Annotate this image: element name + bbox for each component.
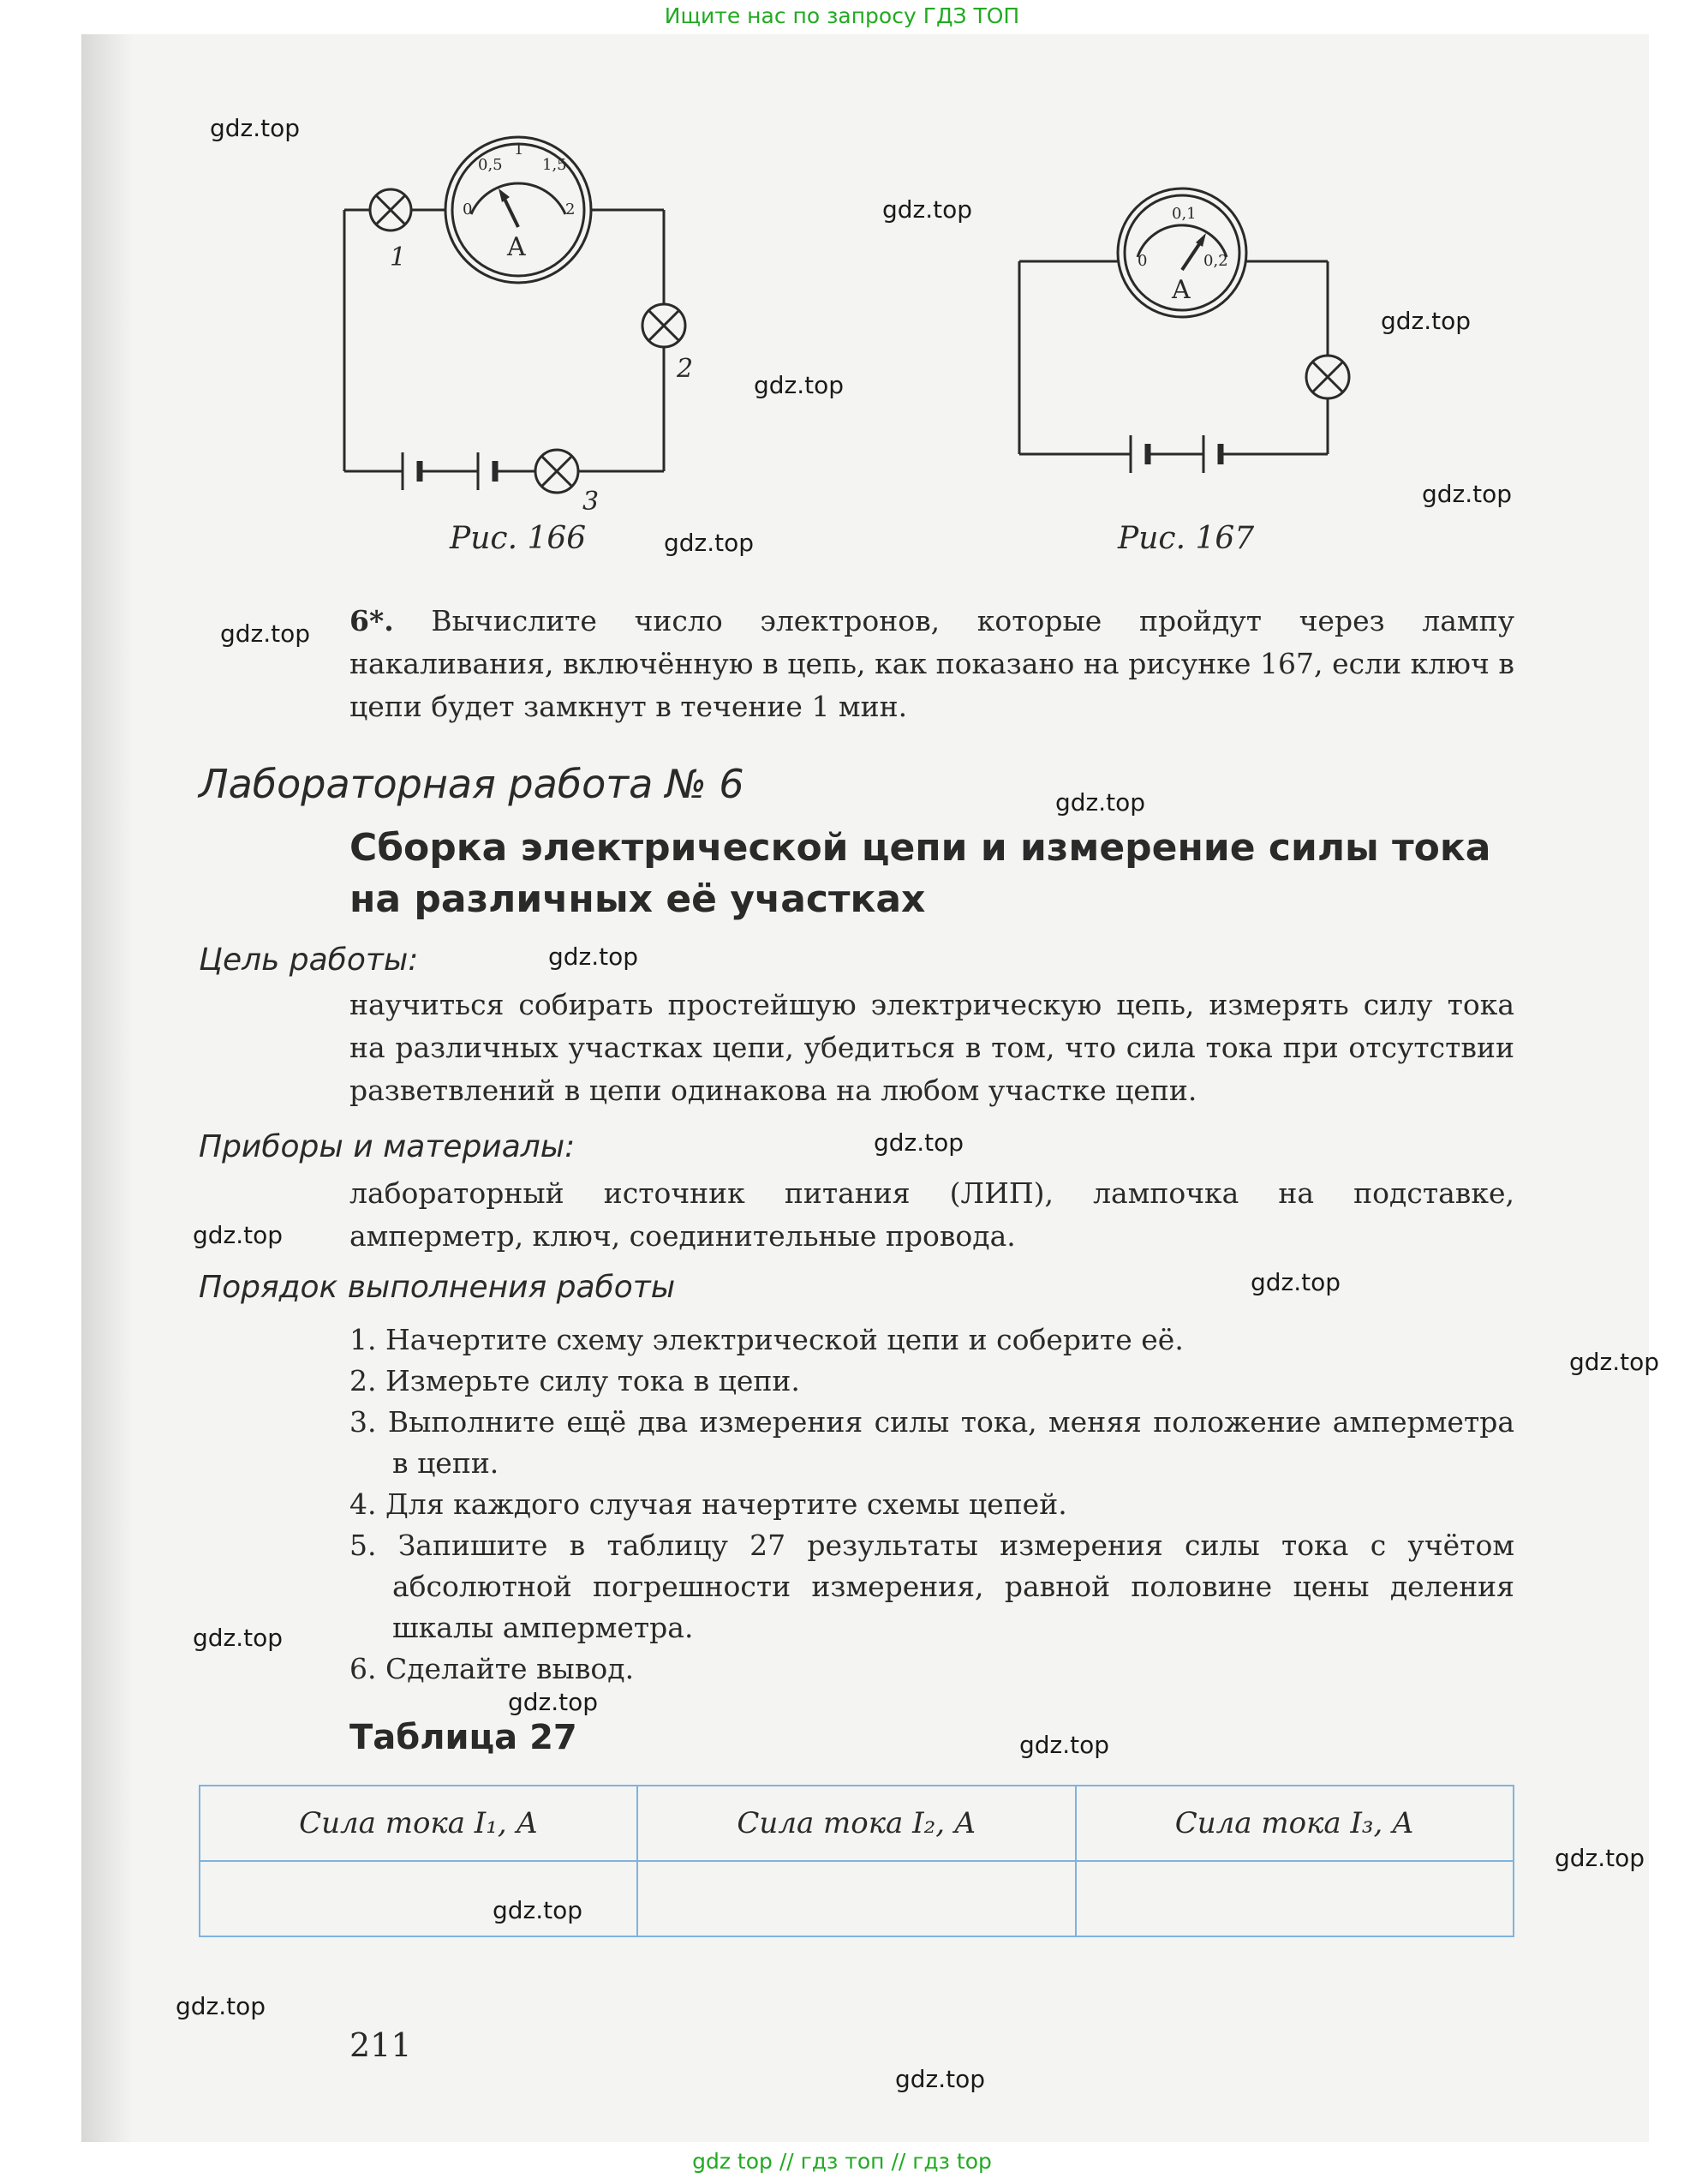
watermark: gdz.top [1555, 1844, 1645, 1872]
watermark: gdz.top [754, 371, 845, 399]
materials-label: Приборы и материалы: [199, 1129, 576, 1164]
header-current-1: Сила тока I₁, А [200, 1786, 637, 1861]
ammeter1-scale-05: 0,5 [478, 156, 503, 174]
table-row [200, 1861, 1514, 1936]
measurement-table [199, 1785, 1514, 1937]
lamp-3-label: 3 [582, 487, 600, 517]
watermark: gdz.top [176, 1992, 266, 2020]
step-6: 6. Сделайте вывод. [349, 1652, 635, 1685]
ammeter2-letter: A [1172, 275, 1191, 305]
task-6 [349, 600, 1514, 728]
procedure-label: Порядок выполнения работы [199, 1270, 676, 1305]
procedure-steps [349, 1319, 1514, 1690]
step-5: 5. Запишите в таблицу 27 результаты измерения силы тока с учётом абсолютной погрешности измерения, равной половине цены деления шкалы амперметра. [349, 1529, 1514, 1644]
watermark: gdz.top [193, 1624, 284, 1652]
figure-166-caption: Рис. 166 [450, 521, 587, 556]
watermark: gdz.top [493, 1896, 583, 1924]
watermark: gdz.top [895, 2065, 986, 2093]
ammeter2-scale-02: 0,2 [1203, 252, 1228, 270]
lamp-2-label: 2 [677, 354, 694, 384]
watermark: gdz.top [1422, 480, 1513, 508]
ammeter2-scale-01: 0,1 [1172, 205, 1197, 223]
step-4: 4. Для каждого случая начертите схемы цепей. [349, 1487, 1067, 1521]
ammeter2-scale-0: 0 [1138, 252, 1148, 270]
goal-text: научиться собирать простейшую электрическую цепь, измерять силу тока на различных участках цепи, убедиться в том, что сила тока при отсутствии разветвлений в цепи одинакова на любом участке цепи. [349, 988, 1514, 1107]
lamp-1-label: 1 [390, 242, 407, 272]
ammeter1-scale-0: 0 [463, 200, 473, 218]
table-header-row [200, 1786, 1514, 1861]
materials-text: лабораторный источник питания (ЛИП), лампочка на подставке, амперметр, ключ, соединительные провода. [349, 1176, 1514, 1253]
goal-label: Цель работы: [199, 942, 419, 978]
ammeter1-scale-2: 2 [565, 200, 576, 218]
header-current-2: Сила тока I₂, А [637, 1786, 1075, 1861]
lab-heading: Сборка электрической цепи и измерение силы тока на различных её участках [349, 826, 1491, 921]
bottom-banner[interactable]: gdz top // гдз топ // гдз top [692, 2149, 992, 2174]
task-number: 6*. [349, 604, 394, 637]
watermark: gdz.top [193, 1221, 284, 1249]
step-1: 1. Начертите схему электрической цепи и соберите её. [349, 1323, 1184, 1356]
figure-166-circuit [334, 129, 737, 523]
ammeter1-scale-15: 1,5 [542, 156, 567, 174]
cell-current-2[interactable] [637, 1861, 1075, 1936]
page-number: 211 [349, 2026, 412, 2064]
watermark: gdz.top [882, 195, 973, 224]
watermark: gdz.top [664, 529, 755, 557]
page-spine-shadow [81, 34, 133, 2142]
task-text: Вычислите число электронов, которые пройдут через лампу накаливания, включённую в цепь, как показано на рисунке 167, если ключ в цепи будет замкнут в течение 1 мин. [349, 604, 1514, 723]
watermark: gdz.top [874, 1128, 964, 1157]
top-banner[interactable]: Ищите нас по запросу ГДЗ ТОП [664, 3, 1020, 28]
watermark: gdz.top [1019, 1731, 1110, 1759]
watermark: gdz.top [220, 619, 311, 648]
watermark: gdz.top [1381, 307, 1472, 335]
watermark: gdz.top [1055, 788, 1146, 817]
watermark: gdz.top [508, 1688, 599, 1716]
lab-title: Лабораторная работа № 6 [199, 761, 744, 807]
watermark: gdz.top [1569, 1348, 1660, 1376]
ammeter1-letter: A [507, 232, 526, 262]
figure-167-caption: Рис. 167 [1118, 521, 1255, 556]
watermark: gdz.top [210, 114, 301, 142]
header-current-3: Сила тока I₃, А [1076, 1786, 1514, 1861]
step-2: 2. Измерьте силу тока в цепи. [349, 1364, 800, 1397]
table-title: Таблица 27 [349, 1718, 577, 1757]
figure-167-circuit [1011, 180, 1353, 488]
watermark: gdz.top [1251, 1268, 1341, 1296]
cell-current-3[interactable] [1076, 1861, 1514, 1936]
watermark: gdz.top [548, 942, 639, 971]
step-3: 3. Выполните ещё два измерения силы тока, меняя положение амперметра в цепи. [349, 1405, 1514, 1480]
ammeter1-scale-1: 1 [514, 141, 524, 159]
